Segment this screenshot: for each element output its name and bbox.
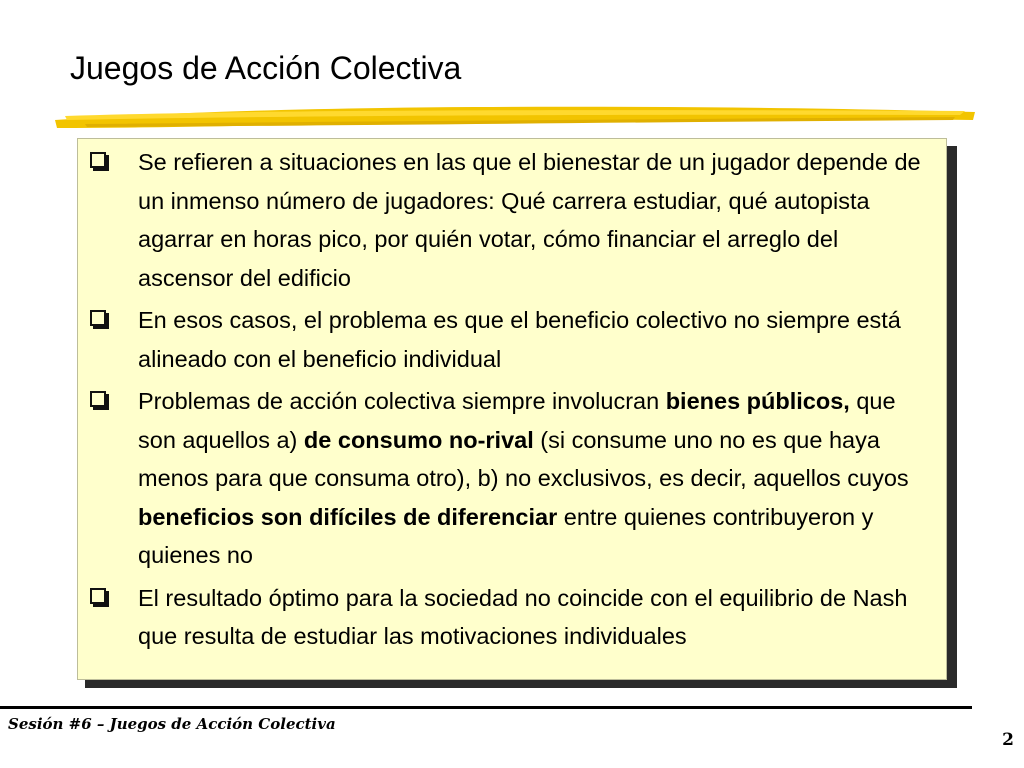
page-number: 2 xyxy=(1002,730,1014,750)
bold-term: de consumo no-rival xyxy=(303,426,534,453)
bullet-text: Problemas de acción colectiva siempre involucran bienes públicos, que son aquellos a) de consumo no-rival (si consume uno no es que haya menos para que consuma otro), b) no exclusivos, es decir, aquellos cuyos beneficios son difíciles de diferenciar entre quienes contribuyeron y quienes no xyxy=(138,388,909,568)
slide-title: Juegos de Acción Colectiva xyxy=(70,50,462,86)
bullet-list xyxy=(78,143,928,660)
checkbox-bullet-icon xyxy=(90,588,106,604)
bold-term: beneficios son difíciles de diferenciar xyxy=(138,503,558,530)
checkbox-bullet-icon xyxy=(90,391,106,407)
title-underline-brush xyxy=(55,98,975,132)
bullet-item xyxy=(78,143,928,297)
bullet-text: El resultado óptimo para la sociedad no coincide con el equilibrio de Nash que resulta de estudiar las motivaciones individuales xyxy=(138,584,908,649)
bullet-text: Se refieren a situaciones en las que el bienestar de un jugador depende de un inmenso número de jugadores: Qué carrera estudiar, qué autopista agarrar en horas pico, por quién votar, cómo financiar el arreglo del ascensor del edificio xyxy=(138,149,921,291)
footer-divider xyxy=(0,706,972,709)
checkbox-bullet-icon xyxy=(90,310,106,326)
content-box xyxy=(77,138,947,680)
checkbox-bullet-icon xyxy=(90,152,106,168)
bullet-item xyxy=(78,382,928,575)
bold-term: bienes públicos, xyxy=(665,388,850,414)
bullet-item xyxy=(78,579,928,656)
bullet-text: En esos casos, el problema es que el beneficio colectivo no siempre está alineado con el beneficio individual xyxy=(138,307,901,372)
bullet-item xyxy=(78,301,928,378)
footer-session-label: Sesión #6 – Juegos de Acción Colectiva xyxy=(8,715,336,733)
